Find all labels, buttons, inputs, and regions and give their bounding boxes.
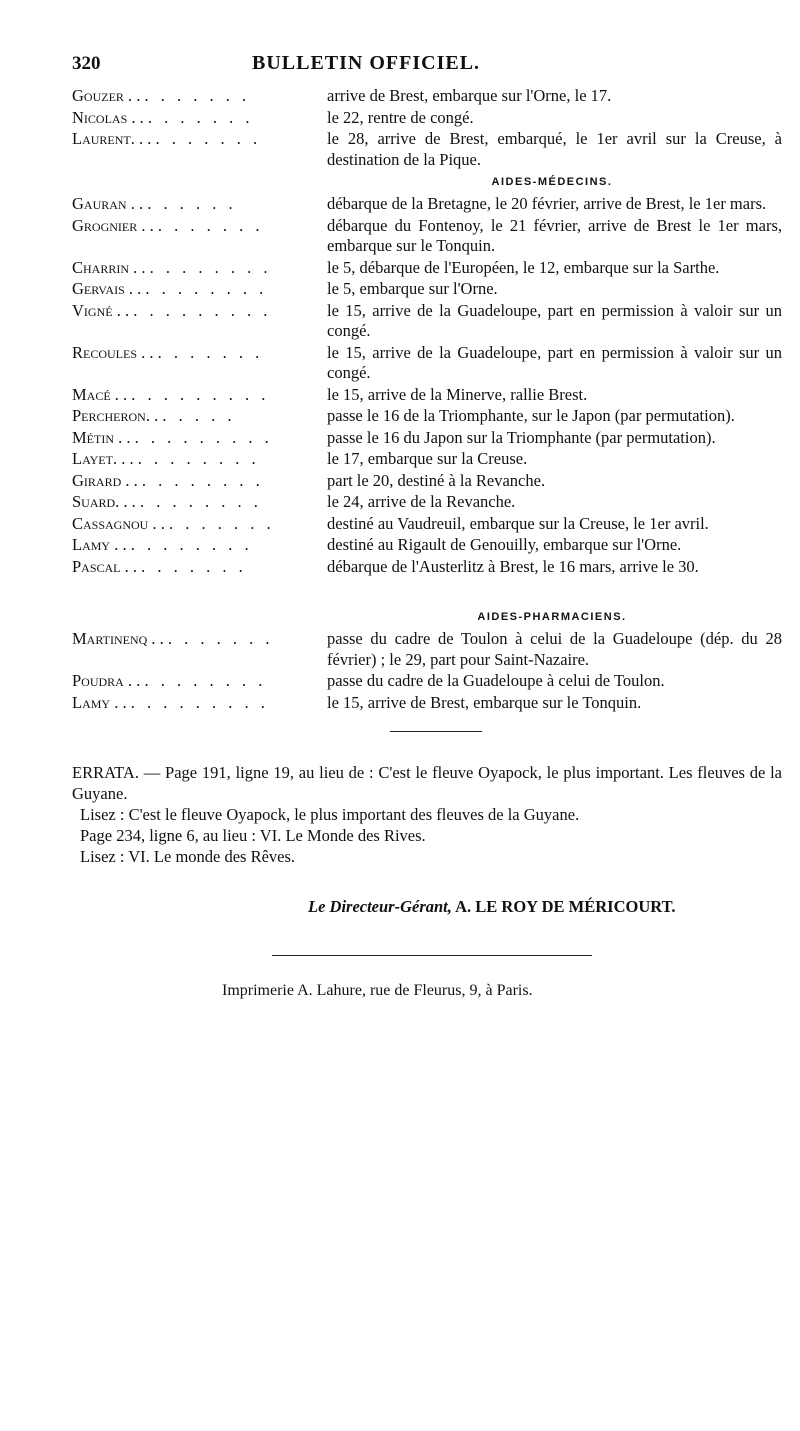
- entry-row: [72, 671, 782, 692]
- leader-dots: . . . . . . .: [157, 215, 264, 235]
- entry-name: [72, 428, 327, 449]
- entry-name: [72, 86, 327, 107]
- entry-name: [72, 449, 327, 470]
- entry-name: [72, 535, 327, 556]
- leader-dots: . . . . . . .: [155, 129, 262, 148]
- entry-name-text: Gauran . .: [72, 194, 144, 213]
- errata-paragraph: ERRATA. — Page 191, ligne 19, au lieu de : C'est le fleuve Oyapock, le plus important. Les fleuves de la Guyane.: [72, 763, 782, 803]
- entry-name: [72, 671, 327, 692]
- entry-name-text: Macé . .: [72, 384, 128, 404]
- leader-dots: . . . . . . . .: [149, 257, 272, 277]
- entry-name-text: Percheron. .: [72, 406, 159, 425]
- entry-text: part le 20, destiné à la Revanche.: [327, 470, 546, 490]
- entry-name: [72, 514, 327, 535]
- entry-name-text: Gervais . .: [72, 279, 142, 298]
- entry-name: [72, 385, 327, 406]
- entry-name: [72, 194, 327, 215]
- leader-dots: . . . . . . .: [167, 629, 274, 648]
- leader-dots: . . . . . . . . .: [134, 427, 273, 447]
- entry-list-pharmaciens: [72, 629, 782, 713]
- entry-name: [72, 301, 327, 342]
- entry-name-text: Recoules . .: [72, 342, 154, 362]
- entry-name-text: Pascal . .: [72, 556, 138, 576]
- entry-name-text: Nicolas . .: [72, 107, 144, 127]
- entry-row: [72, 406, 782, 427]
- leader-dots: . . . . . .: [147, 194, 237, 213]
- entry-text: le 15, arrive de la Guadeloupe, part en permission à valoir sur un congé.: [327, 300, 782, 340]
- entry-text: le 5, embarque sur l'Orne.: [327, 279, 498, 298]
- leader-dots: . . . . . . .: [168, 513, 275, 533]
- leader-dots: . . . . . . .: [141, 556, 247, 576]
- entry-text: arrive de Brest, embarque sur l'Orne, le 17.: [327, 86, 612, 105]
- leader-dots: . . . . .: [162, 406, 236, 425]
- entry-name-text: Cassagnou . .: [72, 513, 165, 533]
- entry-name-text: Métin . .: [72, 427, 131, 447]
- entry-text: passe le 16 du Japon sur la Triomphante (par permutation).: [327, 427, 716, 447]
- entry-row: [72, 258, 782, 279]
- entry-text: le 22, rentre de congé.: [327, 107, 474, 127]
- entry-name-text: Layet. . .: [72, 449, 134, 468]
- leader-dots: . . . . . . . .: [144, 671, 267, 690]
- entry-text: le 15, arrive de Brest, embarque sur le Tonquin.: [327, 692, 642, 712]
- entry-name: [72, 693, 327, 714]
- entry-row: [72, 693, 782, 714]
- entry-row: [72, 129, 782, 170]
- entry-text: le 5, débarque de l'Européen, le 12, embarque sur la Sarthe.: [327, 257, 720, 277]
- leader-dots: . . . . . . . .: [145, 279, 268, 298]
- running-title: BULLETIN OFFICIEL.: [252, 52, 481, 74]
- entry-row: [72, 279, 782, 300]
- entry-row: [72, 557, 782, 578]
- section-heading-pharmaciens: AIDES-PHARMACIENS.: [477, 611, 627, 623]
- entry-name-text: Charrin . .: [72, 257, 146, 277]
- entry-text: passe du cadre de Toulon à celui de la Guadeloupe (dép. du 28 février) ; le 29, part pour Saint-Nazaire.: [327, 629, 782, 669]
- entry-text: débarque de l'Austerlitz à Brest, le 16 mars, arrive le 30.: [327, 556, 699, 576]
- errata-correction: Lisez : VI. Le monde des Rêves.: [80, 847, 296, 866]
- leader-dots: . . . . . . .: [147, 107, 254, 127]
- leader-dots: . . . . . . . .: [141, 470, 264, 490]
- entry-text: le 28, arrive de Brest, embarqué, le 1er avril sur la Creuse, à destination de la Pique.: [327, 129, 782, 169]
- entry-list-top: [72, 86, 782, 170]
- leader-dots: . . . . . . . .: [137, 449, 260, 468]
- leader-dots: . . . . . . . .: [139, 492, 262, 511]
- entry-row: [72, 194, 782, 215]
- entry-name-text: Suard. . .: [72, 492, 136, 511]
- entry-row: [72, 535, 782, 556]
- page-number: 320: [72, 53, 101, 74]
- entry-name-text: Vigné . .: [72, 300, 130, 320]
- entry-name: [72, 108, 327, 129]
- imprint: Imprimerie A. Lahure, rue de Fleurus, 9, à Paris.: [222, 982, 533, 999]
- entry-row: [72, 471, 782, 492]
- entry-name: [72, 129, 327, 170]
- entry-text: destiné au Vaudreuil, embarque sur la Creuse, le 1er avril.: [327, 513, 709, 533]
- entry-text: le 15, arrive de la Minerve, rallie Brest.: [327, 384, 588, 404]
- entry-text: passe le 16 de la Triomphante, sur le Japon (par permutation).: [327, 406, 735, 425]
- signature-name: A. LE ROY DE MÉRICOURT.: [455, 897, 676, 916]
- entry-name-text: Gouzer . .: [72, 86, 141, 105]
- entry-row: [72, 343, 782, 384]
- entry-row: [72, 301, 782, 342]
- page-header: [72, 52, 782, 86]
- entry-list-medecins: [72, 194, 782, 577]
- entry-row: [72, 385, 782, 406]
- entry-text: le 17, embarque sur la Creuse.: [327, 449, 528, 468]
- signature-role: Le Directeur-Gérant,: [308, 897, 452, 916]
- document-page: [72, 52, 782, 1000]
- entry-text: le 24, arrive de la Revanche.: [327, 492, 516, 511]
- entry-text: débarque de la Bretagne, le 20 février, arrive de Brest, le 1er mars.: [327, 194, 767, 213]
- errata-block: [72, 762, 782, 867]
- entry-name: [72, 629, 327, 670]
- leader-dots: . . . . . . . .: [130, 535, 253, 554]
- leader-dots: . . . . . . . . .: [130, 692, 269, 712]
- entry-name-text: Lamy . .: [72, 535, 127, 554]
- divider-rule: [390, 731, 482, 732]
- leader-dots: . . . . . . . . .: [131, 384, 270, 404]
- signature: [72, 897, 782, 917]
- entry-name-text: Martinenq . .: [72, 629, 164, 648]
- entry-row: [72, 449, 782, 470]
- entry-name: [72, 471, 327, 492]
- entry-name: [72, 557, 327, 578]
- entry-name-text: Grognier . .: [72, 215, 154, 235]
- entry-text: passe du cadre de la Guadeloupe à celui de Toulon.: [327, 671, 665, 690]
- entry-name: [72, 258, 327, 279]
- entry-row: [72, 514, 782, 535]
- entry-text: le 15, arrive de la Guadeloupe, part en permission à valoir sur un congé.: [327, 342, 782, 382]
- entry-name: [72, 216, 327, 257]
- entry-name-text: Lamy . .: [72, 692, 127, 712]
- errata-paragraph: Page 234, ligne 6, au lieu : VI. Le Monde des Rives.: [80, 826, 426, 845]
- leader-dots: . . . . . . .: [144, 86, 251, 105]
- entry-row: [72, 492, 782, 513]
- leader-dots: . . . . . . .: [157, 342, 264, 362]
- entry-row: [72, 216, 782, 257]
- section-heading-medecins: AIDES-MÉDECINS.: [491, 176, 613, 188]
- entry-text: destiné au Rigault de Genouilly, embarque sur l'Orne.: [327, 535, 682, 554]
- leader-dots: . . . . . . . . .: [133, 300, 272, 320]
- entry-name-text: Girard . .: [72, 470, 138, 490]
- entry-text: débarque du Fontenoy, le 21 février, arrive de Brest le 1er mars, embarque sur le Tonquin.: [327, 215, 782, 255]
- entry-name-text: Poudra . .: [72, 671, 141, 690]
- entry-name: [72, 492, 327, 513]
- entry-row: [72, 86, 782, 107]
- bottom-rule: [272, 955, 592, 956]
- errata-correction: Lisez : C'est le fleuve Oyapock, le plus important des fleuves de la Guyane.: [80, 805, 580, 824]
- entry-row: [72, 428, 782, 449]
- entry-row: [72, 108, 782, 129]
- entry-name: [72, 343, 327, 384]
- entry-row: [72, 629, 782, 670]
- entry-name: [72, 406, 327, 427]
- entry-name: [72, 279, 327, 300]
- entry-name-text: Laurent. . .: [72, 129, 152, 148]
